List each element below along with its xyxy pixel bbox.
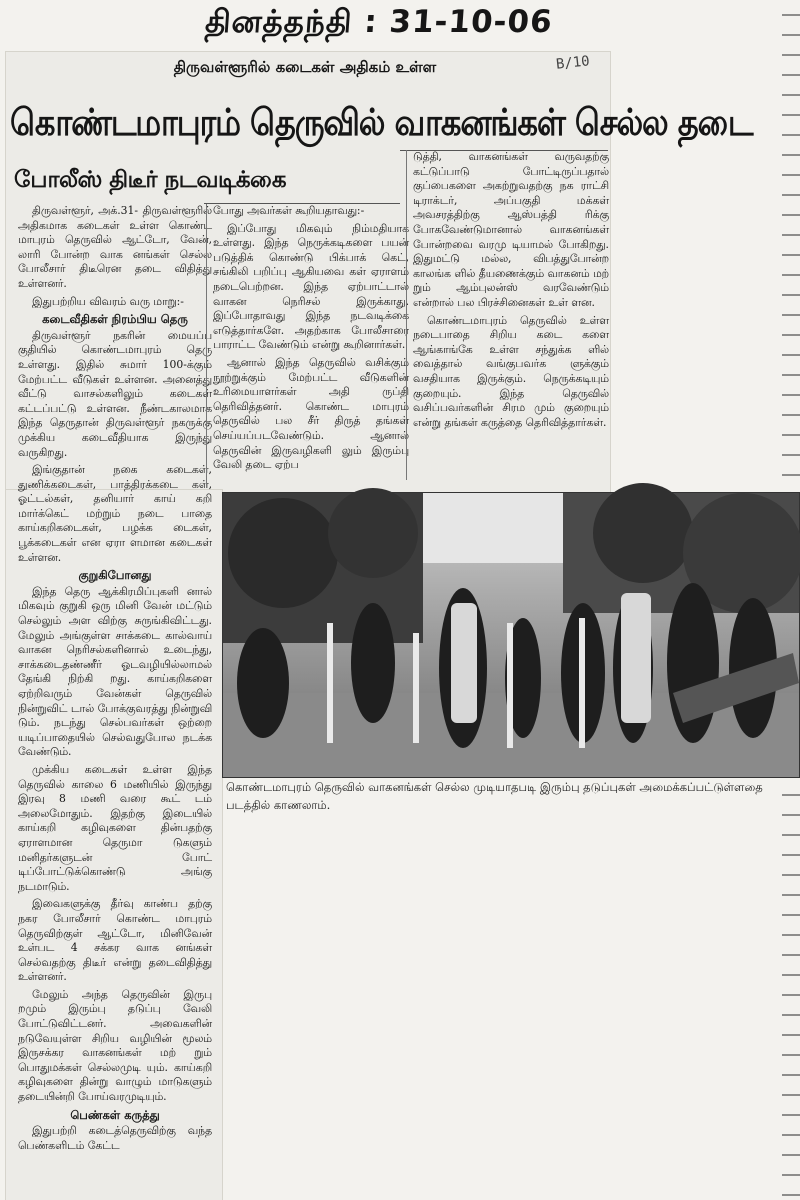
article-column-2 [206,204,409,488]
paragraph: மேலும் அந்த தெருவின் இருபு றமும் இரும்பு தடுப்பு வேலி போட்டுவிட்டனர். அவைகளின் நடுவேயுள்ள சிறிய வழியின் மூலம் இருசக்கர வாகனங்கள் மற் றும் பொதுமக்கள் செல்லமுடி யும். காய்கறி கழிவுகளை தின்று வாழும் மாடுகளும் தடையின்றி போய்வரமுடியும். [18,987,212,1104]
caption-line: கொண்டமாபுரம் தெருவில் வாகனங்கள் செல்ல முடியாதபடி இரும்பு தடுப்புகள் அமைக்கப்பட்டுள்ளதை [226,780,763,794]
paragraph: இங்குதான் நகை கடைகள், துணிக்கடைகள், பாத்திரக்கடை கள், ஓட்டல்கள், தனியார் காய் கறி மார்க்கெட் மற்றும் நடை பாதை காய்கறிகடைகள், பழக்க டைகள், பூக்கடைகள் என ஏரா ளமான கடைகள் உள்ளன. [18,463,212,564]
paragraph: இதுபற்றிய விவரம் வரு மாறு:- [32,294,184,308]
paragraph: இப்போது மிகவும் நிம்மதியாக உள்ளது. இந்த நெருக்கடிகளை பயன் படுத்திக் கொண்டு பிக்பாக் கெட், சங்கிலி பறிப்பு ஆகியவை கள் ஏராளம் நடைபெற்றன. இந்த ஏற்பாட்டால் வாகன நெரிசல் இருக்காது. இப்போதாவது இந்த நடவடிக்கை எடுத்தார்களே. அதற்காக போலீசாரை பாராட்ட வேண்டும் என்று கூறினார்கள். [213,221,409,352]
paragraph: திருவள்ளூர் நகரின் மையப்ப குதியில் கொண்டமாபுரம் தெரு உள்ளது. இதில் சுமார் 100-க்கும் மேற்பட்ட வீடுகள் உள்ளன. அனைத்து வீட்டு வாசல்களிலும் கடைகள் கட்டப்பட்டு உள்ளன. நீண்டகாலமாக இந்த தெருதான் திருவள்ளூர் நகருக்கு முக்கிய கடைவீதியாக இருந்து வருகிறது. [18,328,212,459]
article-column-3 [406,150,609,480]
news-photo-street-barricades [222,492,800,778]
newspaper-masthead-handwritten: தினத்தந்தி : 31-10-06 [204,4,554,40]
paragraph: திருவள்ளூர், அக்.31- திருவள்ளூரில் அதிகமாக கடைகள் உள்ள கொண்ட மாபுரம் தெருவில் ஆட்டோ, வேன், லாரி போன்ற வாக னங்கள் செல்ல போலீசார் திடீரென தடை விதித்து உள்ளனர். [18,204,212,290]
paragraph: முக்கிய கடைகள் உள்ள இந்த தெருவில் காலை 6 மணியில் இருந்து இரவு 8 மணி வரை கூட் டம் அலைமோதும். இதற்கு இடையில் காய்கறி கழிவுகளை தின்பதற்கு ஏராளமான தெருமா டுகளும் மனிதர்களுடன் போட் டிப்போட்டுக்கொண்டு அங்கு நடமாடும். [18,762,212,893]
paragraph: இந்த தெரு ஆக்கிரமிப்புகளி னால் மிகவும் குறுகி ஒரு மினி வேன் மட்டும் செல்லும் அள விற்கு சுருங்கிவிட்டது. மேலும் அங்குள்ள சாக்கடை கால்வாய் வாகன நெரிசல்களினால் உடைந்து, சாக்கடைதண்ணீர் ஓடவழியில்லாமல் தேங்கி நிற்கி றது. காய்கறிகளை ஏற்றிவரும் வேன்கள் தெருவில் நின்றுவிட் டால் போக்குவரத்து நின்றுவி டும். நடந்து செல்பவர்கள் ஒற்றை யடிப்பாதையில் செல்வதுபோல நடக்க வேண்டும். [18,584,212,759]
crosshead: பெண்கள் கருத்து [70,1107,160,1122]
photo-illustration [223,493,799,777]
paragraph: இவைகளுக்கு தீர்வு காண்ப தற்கு நகர போலீசார் கொண்ட மாபுரம் தெருவிற்குள் ஆட்டோ, மினிவேன் உள்பட 4 சக்கர வாக னங்கள் செல்வதற்கு திடீர் என்று தடைவிதித்து உள்ளனர். [18,897,212,984]
crosshead: குறுகிபோனது [78,568,152,583]
paragraph: போது அவர்கள் கூறியதாவது:- [213,204,365,217]
caption-line: படத்தில் காணலாம். [226,798,331,812]
crosshead: கடைவீதிகள் நிரம்பிய தெரு [42,312,188,327]
article-headline: கொண்டமாபுரம் தெருவில் வாகனங்கள் செல்ல தடை [10,100,753,145]
margin-note: B/10 [555,53,591,73]
paragraph: கொண்டமாபுரம் தெருவில் உள்ள நடைபாதை சிறிய கடை களை ஆங்காங்கே உள்ள சந்துக்க ளில் வைத்தால் வங்குபவர்க ளுக்கும் வசதியாக இருக்கும். நெருக்கடியும் குறையும். இந்த தெருவில் வசிப்பவர்களின் சிரம மும் குறையும் என்று தங்கள் கருத்தை தெரிவித்தார்கள். [413,313,609,429]
paragraph: ஆனால் இந்த தெருவில் வசிக்கும் நூற்றுக்கும் மேற்பட்ட வீடுகளின் உரிமையாளர்கள் அதி ருப்தி தெரிவித்தனர். கொண்ட மாபுரம் தெருவில் பல சீர் திருத் தங்கள் செய்யப்படவேண்டும். ஆனால் தெருவின் இருவழிகளி லும் இரும்பு வேலி தடை ஏற்ப [213,355,409,472]
paragraph: டுத்தி, வாகனங்கள் வருவதற்கு கட்டுப்பாடு போட்டிருப்பதால் குப்பைகளை அகற்றுவதற்கு நக ராட்சி டிராக்டர், அப்பகுதி மக்கள் அவசரத்திற்கு ஆஸ்பத்தி ரிக்கு போகவேண்டுமானால் வாகனங்கள் போன்றவை வரமு டியாமல் போகிறது. இதுமட்டு மல்ல, விபத்துபோன்ற காலங்க ளில் தீயணைக்கும் வாகனம் மற் றும் ஆம்புலன்ஸ் வரவேண்டும் என்றால் பல பிரச்சினைகள் உள் ளன. [413,150,609,309]
photo-caption [226,778,796,814]
article-column-1 [18,204,212,1194]
article-subhead: போலீஸ் திடீர் நடவடிக்கை [14,167,287,193]
paragraph: இதுபற்றி கடைத்தெருவிற்கு வந்த பெண்களிடம் கேட்ட [18,1124,212,1152]
article-kicker: திருவள்ளூரில் கடைகள் அதிகம் உள்ள [173,58,437,76]
